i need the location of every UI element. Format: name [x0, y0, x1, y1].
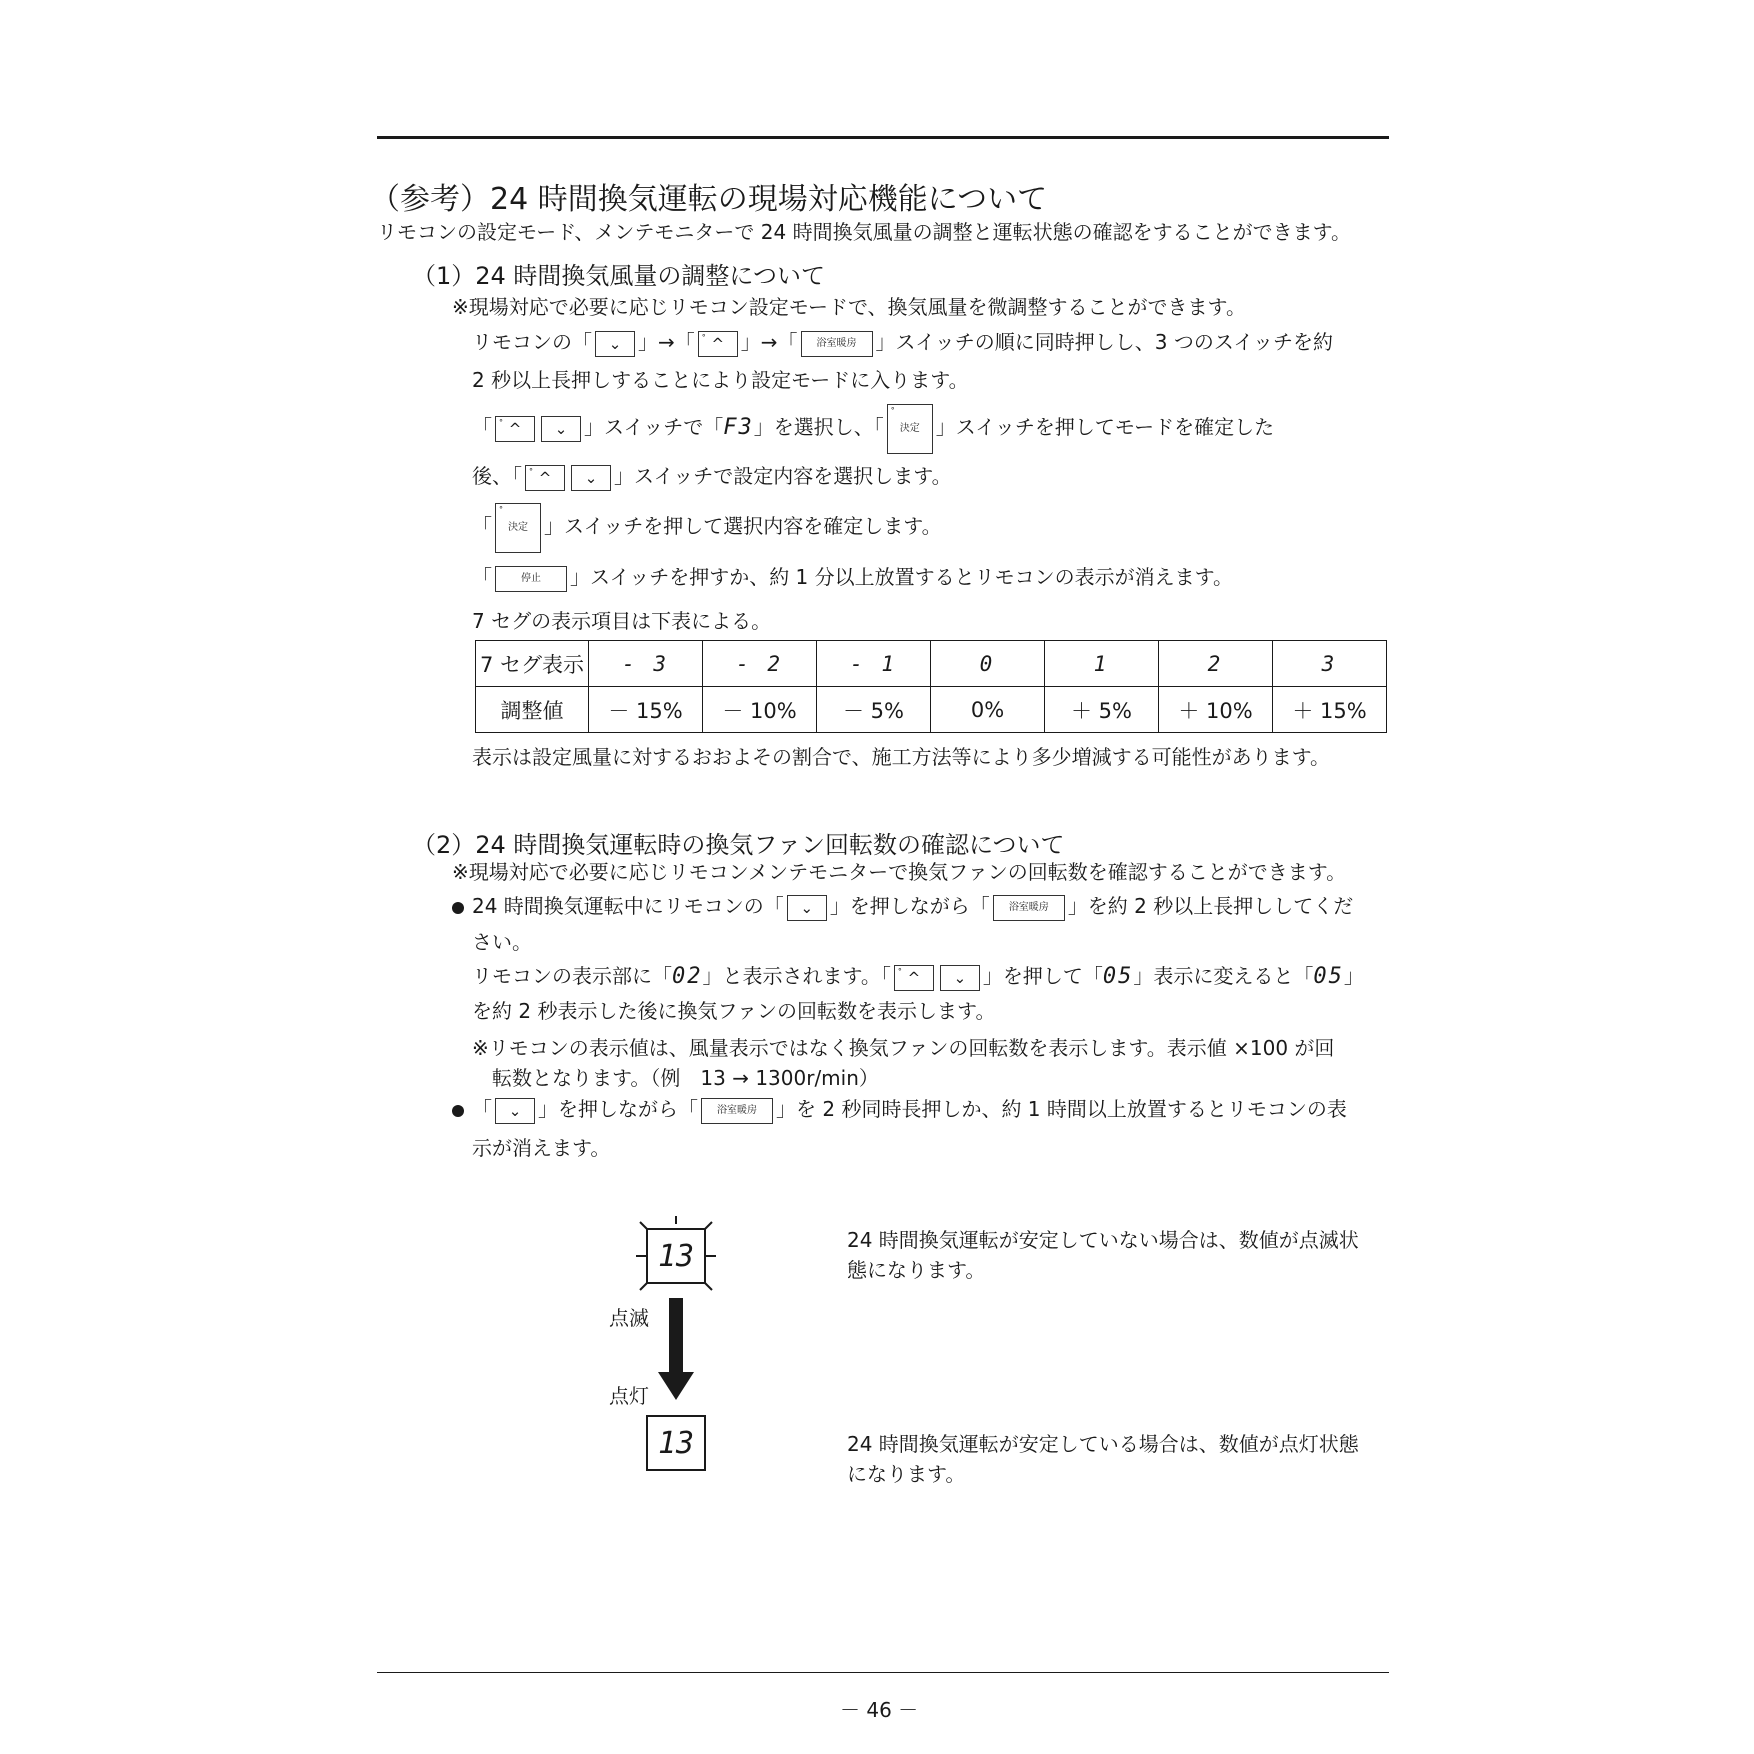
bath-heating-button: 浴室暖房 [701, 1098, 773, 1124]
table-cell: - 2 [703, 641, 817, 687]
bullet-icon [452, 1105, 464, 1117]
seg-table [475, 640, 1387, 733]
section2-bullet1: 24 時間換気運転中にリモコンの「 ⌄ 」を押しながら「 浴室暖房 」を約 2 秒以上長押ししてくだ [452, 890, 1353, 922]
seg-code-05: 05 [1313, 964, 1344, 989]
table-row [476, 641, 1387, 687]
unstable-text: 24 時間換気運転が安定していない場合は、数値が点滅状 [847, 1228, 1359, 1252]
section1-paragraph5: 「 停止 」スイッチを押すか、約 1 分以上放置するとリモコンの表示が消えます。 [472, 561, 1233, 593]
table-note: 表示は設定風量に対するおおよその割合で、施工方法等により多少増減する可能性があります。 [472, 745, 1330, 769]
section2-note2-cont: 転数となります。（例 13 → 1300r/min） [492, 1066, 879, 1090]
section1-paragraph2: 「 ° ^ ⌄ 」スイッチで「F3」を選択し、「 ° 決定 」スイッチを押してモードを確定した [472, 401, 1274, 454]
section1-paragraph1: リモコンの「 ⌄ 」→「 ° ^ 」→「 浴室暖房 」スイッチの順に同時押しし、3 つのスイッチを約 [472, 326, 1333, 358]
section1-paragraph1-cont: 2 秒以上長押しすることにより設定モードに入ります。 [472, 368, 969, 392]
table-cell: 0 [931, 641, 1045, 687]
section1-paragraph3: 後、「 ° ^ ⌄ 」スイッチで設定内容を選択します。 [472, 460, 952, 492]
table-cell: ＋ 15% [1273, 687, 1387, 733]
section1-note: ※現場対応で必要に応じリモコン設定モードで、換気風量を微調整することができます。 [452, 295, 1246, 319]
table-cell: 3 [1273, 641, 1387, 687]
section2-title: （2）24 時間換気運転時の換気ファン回転数の確認について [412, 831, 1065, 859]
table-cell: － 15% [589, 687, 703, 733]
stop-button: 停止 [495, 566, 567, 592]
unstable-text-cont: 態になります。 [847, 1258, 986, 1282]
down-button: ⌄ [595, 331, 635, 357]
seg-code-f3: F3 [723, 415, 754, 440]
down-button: ⌄ [571, 465, 611, 491]
bath-heating-button: 浴室暖房 [801, 331, 873, 357]
bath-heating-button: 浴室暖房 [993, 895, 1065, 921]
section2-paragraph2: リモコンの表示部に「02」と表示されます。「 ° ^ ⌄ 」を押して「05」表示に変えると「05」 [472, 964, 1364, 989]
table-header-cell: 調整値 [476, 687, 589, 733]
table-cell: - 3 [589, 641, 703, 687]
section2-paragraph2-cont: を約 2 秒表示した後に換気ファンの回転数を表示します。 [472, 999, 996, 1023]
section1-paragraph4: 「 ° 決定 」スイッチを押して選択内容を確定します。 [472, 500, 942, 553]
section2-note: ※現場対応で必要に応じリモコンメンテモニターで換気ファンの回転数を確認することができます。 [452, 860, 1347, 884]
table-header-cell: 7 セグ表示 [476, 641, 589, 687]
top-rule [377, 136, 1389, 139]
table-cell: － 5% [817, 687, 931, 733]
table-cell: - 1 [817, 641, 931, 687]
stable-text: 24 時間換気運転が安定している場合は、数値が点灯状態 [847, 1432, 1359, 1456]
page-number: － 46 － [840, 1698, 919, 1722]
seg-code-02: 02 [672, 964, 703, 989]
bottom-rule [377, 1672, 1389, 1673]
table-row [476, 687, 1387, 733]
seg-code-05: 05 [1102, 964, 1134, 989]
bullet-icon [452, 902, 464, 914]
intro-text: リモコンの設定モード、メンテモニターで 24 時間換気風量の調整と運転状態の確認をすることができます。 [377, 220, 1351, 244]
table-caption: 7 セグの表示項目は下表による。 [472, 609, 772, 633]
table-cell: ＋ 5% [1045, 687, 1159, 733]
up-button: ° ^ [894, 965, 934, 991]
section2-bullet2: 「 ⌄ 」を押しながら「 浴室暖房 」を 2 秒同時長押しか、約 1 時間以上放置するとリモコンの表 [452, 1093, 1347, 1125]
decide-button: ° 決定 [495, 503, 541, 553]
down-arrow-icon [656, 1298, 696, 1402]
section2-note2: ※リモコンの表示値は、風量表示ではなく換気ファンの回転数を表示します。表示値 ×100 が回 [472, 1036, 1335, 1060]
up-button: ° ^ [525, 465, 565, 491]
lit-label: 点灯 [609, 1384, 649, 1408]
page-heading: （参考）24 時間換気運転の現場対応機能について [370, 182, 1048, 217]
up-button: ° ^ [495, 416, 535, 442]
table-cell: 1 [1045, 641, 1159, 687]
blink-rays-icon [636, 1216, 716, 1296]
section2-bullet1-cont: さい。 [472, 930, 532, 954]
blinking-display: 13 [646, 1228, 706, 1284]
down-button: ⌄ [495, 1098, 535, 1124]
decide-button: ° 決定 [887, 404, 933, 454]
down-button: ⌄ [787, 895, 827, 921]
up-button: ° ^ [698, 331, 738, 357]
table-cell: ＋ 10% [1159, 687, 1273, 733]
lit-display: 13 [646, 1415, 706, 1471]
down-button: ⌄ [541, 416, 581, 442]
table-cell: 2 [1159, 641, 1273, 687]
stable-text-cont: になります。 [847, 1462, 966, 1486]
blink-label: 点滅 [609, 1306, 649, 1330]
section2-bullet2-cont: 示が消えます。 [472, 1136, 611, 1160]
table-cell: － 10% [703, 687, 817, 733]
table-cell: 0% [931, 687, 1045, 733]
section1-title: （1）24 時間換気風量の調整について [412, 262, 825, 290]
down-button: ⌄ [940, 965, 980, 991]
